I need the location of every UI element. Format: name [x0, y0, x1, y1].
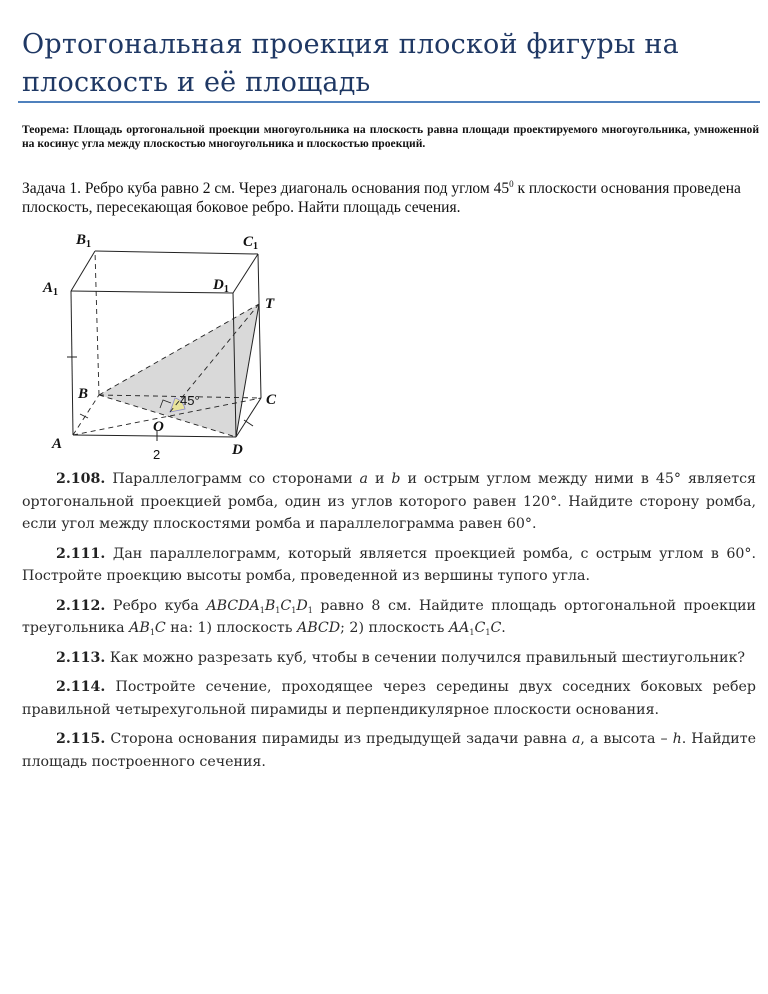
task-degree-superscript: 0: [509, 178, 514, 189]
problem-number: 2.114.: [56, 679, 106, 695]
edge-A-D: [73, 435, 236, 437]
edge-B1-C1: [95, 251, 258, 254]
problem-item: [22, 543, 756, 588]
label-D: D: [232, 442, 243, 458]
math-variable: C: [280, 597, 292, 614]
label-angle-45: 45°: [180, 393, 200, 408]
math-subscript: 1: [259, 605, 265, 615]
task-text-before: Задача 1. Ребро куба равно 2 см. Через диагональ основания под углом 45: [22, 180, 510, 197]
problem-item: [22, 468, 756, 536]
edge-B-B1-hidden: [95, 251, 99, 395]
problem-text: Как можно разрезать куб, чтобы в сечении получился правильный шестиугольник?: [105, 649, 746, 666]
problem-text: Ребро куба: [105, 597, 207, 614]
math-variable: AB: [129, 620, 150, 636]
label-C: C: [266, 392, 277, 408]
label-B1: $B_1$: [76, 232, 92, 250]
math-variable: a: [359, 471, 368, 487]
problem-list: [22, 468, 756, 780]
problem-item: [22, 595, 756, 640]
label-O: O: [153, 419, 164, 435]
math-subscript: 1: [485, 628, 491, 637]
problem-item: [22, 676, 756, 721]
problem-text: Параллелограмм со сторонами: [105, 471, 360, 487]
math-subscript: 1: [291, 605, 297, 615]
math-variable: a: [571, 731, 581, 747]
task-text-after: к плоскости основания проведена плоскость, пересекающая боковое ребро. Найти площадь сечения.: [22, 180, 741, 216]
label-C1: $C_1$: [243, 234, 259, 252]
label-A1: $A_1$: [43, 280, 59, 298]
label-edge-length: 2: [153, 447, 161, 462]
math-subscript: 1: [149, 628, 155, 637]
math-subscript: 1: [275, 605, 281, 615]
task-1-text: [22, 179, 759, 217]
problem-text: , а высота –: [580, 731, 673, 747]
problem-text: Сторона основания пирамиды из предыдущей задачи равна: [105, 731, 572, 747]
edge-A1-D1: [71, 291, 233, 293]
math-subscript: 1: [469, 628, 475, 637]
math-subscript: 1: [307, 605, 313, 615]
cube-section-diagram: [20, 222, 300, 467]
problem-text: ; 2) плоскость: [340, 620, 449, 636]
math-variable: h: [672, 731, 682, 747]
math-variable: ABCD: [296, 620, 341, 636]
page-title: Ортогональная проекция плоской фигуры на плоскость и её площадь: [22, 29, 679, 98]
problem-text: Постройте сечение, проходящее через середины двух соседних боковых ребер правильной четырехугольной пирамиды и перпендикулярное плоскости основания.: [22, 679, 756, 718]
edge-A-A1: [71, 291, 73, 435]
math-variable: b: [391, 471, 401, 487]
label-A: A: [52, 436, 63, 452]
label-B: B: [78, 386, 89, 402]
math-variable: ABCDA: [206, 597, 260, 614]
problem-item: [22, 647, 756, 670]
edge-A1-B1: [71, 251, 95, 291]
math-variable: B: [264, 597, 276, 614]
label-T: T: [265, 296, 275, 312]
theorem-text: Теорема: Площадь ортогональной проекции многоугольника на плоскость равна площади проектируемого многоугольника, умноженной на косинус угла между плоскостью многоугольника и плоскостью проекций.: [22, 123, 759, 150]
title-divider: [18, 101, 760, 103]
problem-text: .: [501, 620, 506, 636]
problem-number: 2.108.: [56, 471, 106, 487]
problem-number: 2.111.: [56, 545, 106, 562]
problem-text: Дан параллелограмм, который является проекцией ромба, с острым углом в 60°. Постройте проекцию высоты ромба, проведенной из вершины тупого угла.: [22, 545, 756, 584]
problem-text: равно 8 см. Найдите площадь ортогональной проекции треугольника: [22, 597, 756, 636]
math-variable: C: [154, 620, 166, 636]
math-variable: AA: [448, 620, 470, 636]
edge-D1-C1: [233, 254, 258, 293]
problem-text: и: [367, 471, 392, 487]
problem-number: 2.112.: [56, 597, 106, 614]
math-variable: D: [296, 597, 308, 614]
problem-text: и острым углом между ними в 45° является ортогональной проекцией ромба, один из углов которого равен 120°. Найдите сторону ромба, если угол между плоскостями ромба и параллелограмма равен 60°.: [22, 471, 756, 532]
problem-item: [22, 728, 756, 773]
math-variable: C: [474, 620, 486, 636]
problem-text: на: 1) плоскость: [165, 620, 297, 636]
problem-number: 2.115.: [56, 731, 106, 747]
edge-C-C1: [258, 254, 261, 398]
label-D1: $D_1$: [213, 277, 229, 295]
math-variable: C: [490, 620, 502, 636]
problem-number: 2.113.: [56, 649, 106, 666]
problem-text: . Найдите площадь построенного сечения.: [22, 731, 756, 770]
